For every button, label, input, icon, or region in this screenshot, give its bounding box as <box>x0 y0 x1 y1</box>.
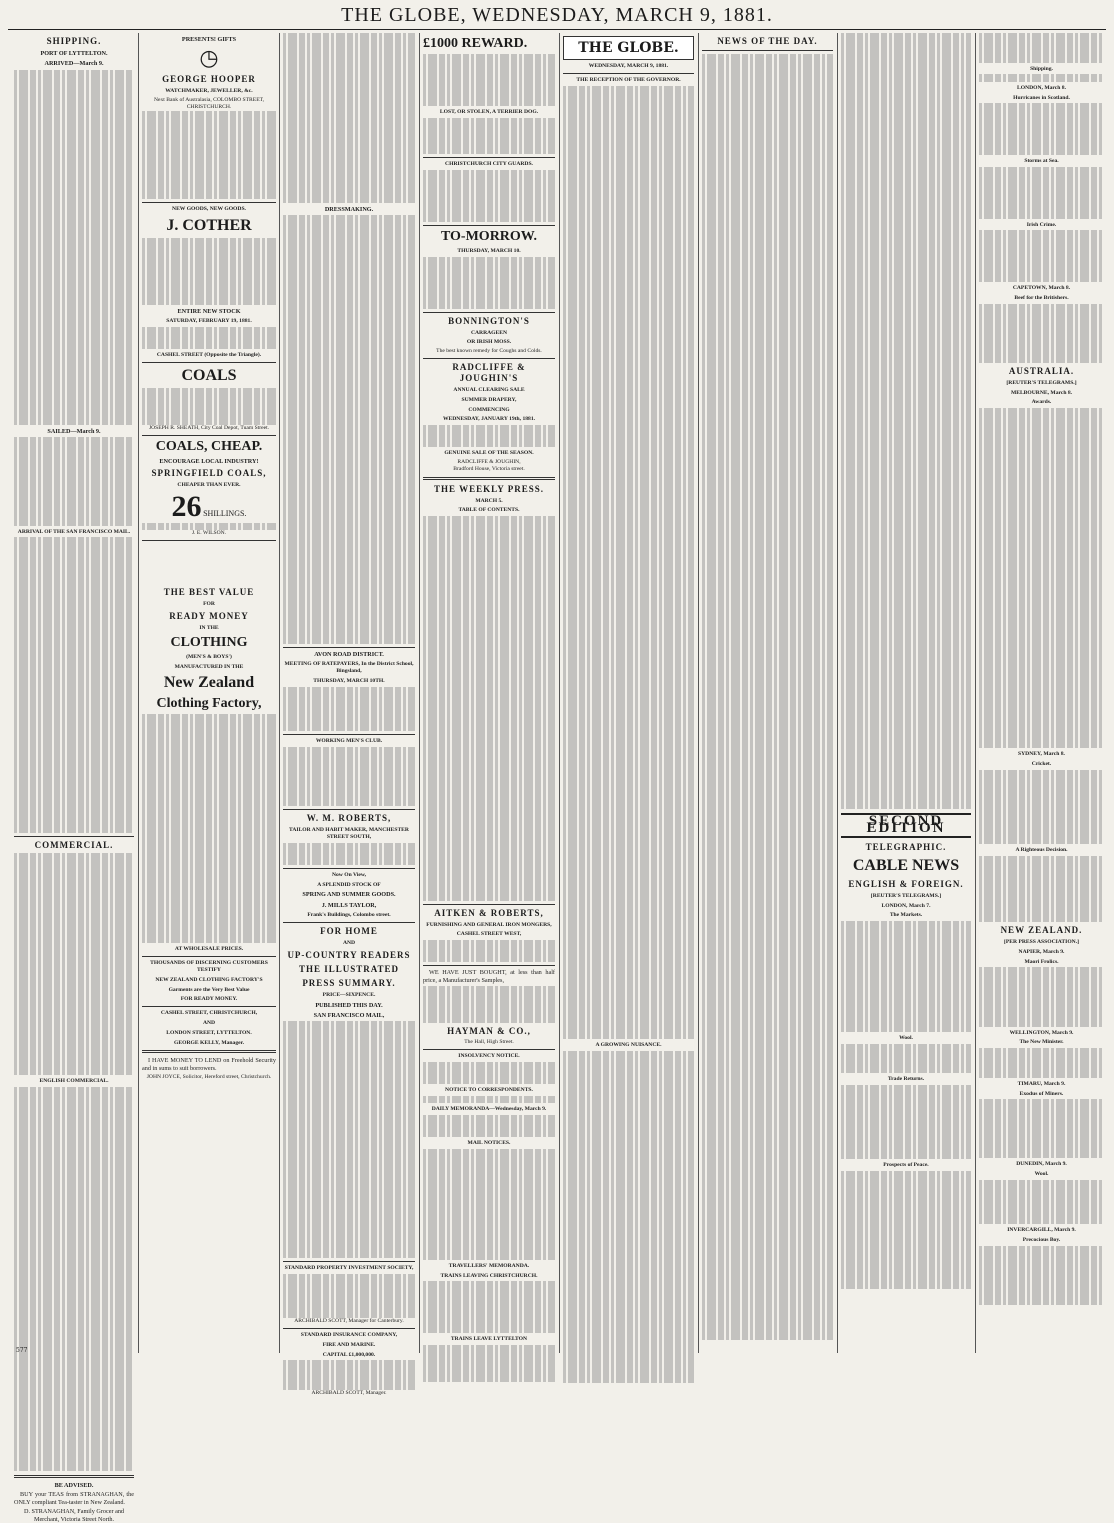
precocious-heading: Precocious Boy. <box>1022 1237 1061 1244</box>
roberts-trade: TAILOR AND HABIT MAKER, MANCHESTER STREET SOUTH, <box>289 827 409 840</box>
presents-heading: PRESENTS! GIFTS <box>181 36 237 43</box>
boers-heading: Beef for the Britishers. <box>1014 294 1069 301</box>
cother-text-2 <box>142 327 276 349</box>
hooper-text <box>142 111 276 200</box>
reward-heading: £1000 REWARD. <box>423 36 528 51</box>
column-rule <box>837 33 838 1353</box>
hurricanes-text <box>979 103 1104 155</box>
column-6 <box>702 33 833 1353</box>
manufactured-heading: MANUFACTURED IN THE <box>174 663 244 670</box>
column-4 <box>423 33 555 1353</box>
cother-address: CASHEL STREET (Opposite the Triangle). <box>156 352 262 359</box>
hooper-name: GEORGE HOOPER <box>162 74 256 85</box>
column-3 <box>283 33 415 1396</box>
london-dateline: LONDON, March 7. <box>881 902 931 909</box>
be-advised-body: BUY your TEAS from STRANAGHAN, the ONLY compliant Tea-taster in New Zealand. <box>14 1491 134 1506</box>
bonnington-heading: BONNINGTON'S <box>448 315 530 326</box>
radcliffe-address: Bradford House, Victoria street. <box>453 465 525 472</box>
hayman-address: The Hall, High Street. <box>464 1039 514 1046</box>
trains-lyttelton-heading: TRAINS LEAVE LYTTELTON <box>450 1336 528 1343</box>
coals-heading: COALS <box>181 366 237 384</box>
coal-price-unit: SHILLINGS. <box>203 508 247 518</box>
markets-text <box>841 921 971 1032</box>
hooper-address: Next Bank of Australasia, COLOMBO STREET, CHRISTCHURCH. <box>153 97 265 110</box>
best-value-heading: THE BEST VALUE <box>163 587 255 598</box>
globe-title: THE GLOBE. <box>563 36 694 60</box>
shipping-sub-heading: Shipping. <box>1030 65 1053 72</box>
new-zealand-heading-8: NEW ZEALAND. <box>1000 925 1083 936</box>
cother-name: J. COTHER <box>166 217 252 235</box>
hooper-trade: WATCHMAKER, JEWELLER, &c. <box>165 88 253 95</box>
contents-list <box>423 516 555 900</box>
cable-news-heading: CABLE NEWS <box>852 856 960 874</box>
column-rule <box>698 33 699 1353</box>
column-5 <box>563 33 694 1353</box>
news-article <box>702 54 833 1340</box>
kelly-manager: GEORGE KELLY, Manager. <box>174 1039 244 1046</box>
mail-notices-heading: MAIL NOTICES. <box>467 1140 511 1147</box>
commencing-heading: COMMENCING <box>468 406 510 413</box>
exodus-text <box>979 1099 1104 1158</box>
column-rule <box>975 33 976 1353</box>
sf-mail-heading: SAN FRANCISCO MAIL, <box>313 1012 385 1020</box>
wool-heading: Wool. <box>899 1035 913 1042</box>
wanted-ads-2 <box>283 215 415 644</box>
coal-price-row <box>142 491 276 523</box>
page-footer-number: 577 <box>16 1347 28 1354</box>
encourage-heading: ENCOURAGE LOCAL INDUSTRY! <box>159 457 259 465</box>
bonnington-tagline: The best known remedy for Coughs and Colds. <box>436 348 542 355</box>
cother-stock: ENTIRE NEW STOCK <box>177 307 241 315</box>
avon-text <box>283 687 415 731</box>
just-bought-more <box>423 986 555 1023</box>
commercial-heading: COMMERCIAL. <box>34 840 114 851</box>
ready-money-heading: READY MONEY <box>169 610 249 621</box>
insurance-heading: STANDARD INSURANCE COMPANY, <box>300 1331 398 1338</box>
exodus-heading: Exodus of Miners. <box>1019 1090 1064 1097</box>
working-men-text <box>283 747 415 806</box>
column-rule <box>138 33 139 1353</box>
price-heading: PRICE—SIXPENCE. <box>322 991 376 998</box>
trade-text <box>841 1085 971 1159</box>
english-foreign-heading: ENGLISH & FOREIGN. <box>848 878 964 889</box>
irish-crime-heading: Irish Crime. <box>1026 221 1057 228</box>
avon-date: THURSDAY, MARCH 10TH. <box>313 678 385 685</box>
and-text: AND <box>202 1019 216 1026</box>
cashel-address: CASHEL STREET, CHRISTCHURCH, <box>160 1010 258 1017</box>
working-men-heading: WORKING MEN'S CLUB. <box>315 738 383 745</box>
invercargill-dateline: INVERCARGILL, March 9. <box>1007 1227 1076 1234</box>
awards-heading: Awards. <box>1031 399 1052 406</box>
for-home-heading: FOR HOME <box>320 926 378 937</box>
new-zealand-heading: New Zealand <box>163 674 255 692</box>
napier-dateline: NAPIER, March 9. <box>1018 948 1065 955</box>
shipping-text <box>14 70 134 425</box>
sailed-text <box>14 437 134 526</box>
tomorrow-date: THURSDAY, MARCH 10. <box>457 248 521 255</box>
annual-sale-heading: ANNUAL CLEARING SALE <box>453 386 525 393</box>
english-commercial-heading: ENGLISH COMMERCIAL. <box>39 1077 109 1084</box>
irish-crime-text <box>979 230 1104 282</box>
standard-manager: ARCHIBALD SCOTT, Manager for Canterbury. <box>294 1318 404 1325</box>
factory-heading: Clothing Factory, <box>156 696 262 712</box>
reuters-tag: [REUTER'S TELEGRAMS.] <box>870 892 942 899</box>
peace-heading: Prospects of Peace. <box>883 1162 929 1169</box>
dressmaking-heading: DRESSMAKING. <box>324 205 374 213</box>
coal-price: 26 <box>171 489 202 523</box>
timaru-dateline: TIMARU, March 9. <box>1017 1080 1066 1087</box>
thousands-heading: THOUSANDS OF DISCERNING CUSTOMERS TESTIFY <box>150 960 268 973</box>
nuisance-heading: A GROWING NUISANCE. <box>595 1041 662 1048</box>
cricket-text <box>979 770 1104 844</box>
weekly-press-date: MARCH 5. <box>475 497 503 504</box>
london-address: LONDON STREET, LYTTELTON. <box>166 1029 252 1036</box>
cheaper-heading: CHEAPER THAN EVER. <box>177 482 241 489</box>
capetown-dateline: CAPETOWN, March 8. <box>1012 285 1071 292</box>
column-rule <box>279 33 280 1353</box>
coals-cheap-heading: COALS, CHEAP. <box>155 438 263 454</box>
upcountry-heading: UP-COUNTRY READERS <box>287 949 411 960</box>
wholesale-heading: AT WHOLESALE PRICES. <box>174 946 244 953</box>
reward-text <box>423 54 555 106</box>
roberts-text <box>283 843 415 865</box>
minister-text <box>979 1048 1104 1078</box>
trains-heading: TRAINS LEAVING CHRISTCHURCH. <box>440 1272 538 1279</box>
peace-continued <box>979 33 1104 63</box>
column-rule <box>559 33 560 1353</box>
garments-heading: Garments are the Very Best Value <box>168 986 250 993</box>
wilson-signature: J. E. WILSON. <box>191 530 227 537</box>
port-heading: PORT OF LYTTELTON. <box>40 50 108 57</box>
in-the-heading: IN THE <box>199 624 219 631</box>
tomorrow-heading: TO-MORROW. <box>440 229 538 245</box>
radcliffe-signature: RADCLIFFE & JOUGHIN, <box>457 459 521 466</box>
carrageen-heading: CARRAGEEN <box>470 329 508 336</box>
shipping-sub-text <box>979 74 1104 81</box>
column-2 <box>142 33 276 1353</box>
maori-heading: Maori Frolics. <box>1024 958 1059 965</box>
wool-heading-8: Wool. <box>1034 1171 1049 1178</box>
news-continued <box>841 33 971 809</box>
sailed-heading: SAILED—March 9. <box>47 427 101 435</box>
wanted-ads <box>283 33 415 203</box>
memoranda-text <box>423 1115 555 1137</box>
precocious-text <box>979 1246 1104 1305</box>
masthead-title: THE GLOBE, WEDNESDAY, MARCH 9, 1881. <box>341 4 773 26</box>
masthead-rule <box>8 29 1106 30</box>
city-guards-heading: CHRISTCHURCH CITY GUARDS. <box>445 161 533 168</box>
ready-money-footer: FOR READY MONEY. <box>180 996 238 1003</box>
insolvency-heading: INSOLVENCY NOTICE. <box>458 1052 520 1059</box>
fire-marine: FIRE AND MARINE. <box>322 1341 376 1348</box>
coals-cheap-text <box>142 523 276 530</box>
peace-text <box>841 1171 971 1289</box>
commercial-text <box>14 853 134 1075</box>
trade-heading: Trade Returns. <box>887 1076 925 1083</box>
clothing-text <box>142 714 276 943</box>
mens-boys: (MEN'S & BOYS') <box>186 653 232 660</box>
wellington-dateline: WELLINGTON, March 9. <box>1009 1029 1074 1036</box>
wool-text-8 <box>979 1180 1104 1224</box>
taylor-address: Frank's Buildings, Colombo street. <box>307 912 391 919</box>
radcliffe-text <box>423 425 555 447</box>
avon-meeting: MEETING OF RATEPAYERS, In the District School, Bingsland, <box>284 661 414 675</box>
insurance-manager: ARCHIBALD SCOTT, Manager. <box>311 1389 387 1396</box>
published-heading: PUBLISHED THIS DAY. <box>315 1001 383 1009</box>
travellers-heading: TRAVELLERS' MEMORANDA. <box>448 1262 530 1269</box>
genuine-sale: GENUINE SALE OF THE SEASON. <box>444 450 534 457</box>
standard-society-heading: STANDARD PROPERTY INVESTMENT SOCIETY, <box>284 1264 414 1271</box>
be-advised-heading: BE ADVISED. <box>54 1481 94 1489</box>
splendid-stock: A SPLENDID STOCK OF <box>317 881 381 888</box>
spring-goods: SPRING AND SUMMER GOODS. <box>302 891 396 899</box>
righteous-heading: A Righteous Decision. <box>1015 846 1068 853</box>
hayman-heading: HAYMAN & CO., <box>447 1026 531 1037</box>
second-edition-heading: SECOND EDITION <box>841 813 971 838</box>
globe-date: WEDNESDAY, MARCH 9, 1881. <box>588 63 669 69</box>
reception-article <box>563 86 694 1039</box>
aitken-text <box>423 940 555 962</box>
maori-text <box>979 967 1104 1026</box>
reuters-tag-8: [REUTER'S TELEGRAMS.] <box>1006 379 1077 386</box>
storms-heading: Storms at Sea. <box>1024 158 1059 165</box>
insurance-text <box>283 1360 415 1390</box>
news-heading: NEWS OF THE DAY. <box>717 36 818 46</box>
column-7 <box>841 33 971 1353</box>
arrived-heading: ARRIVED—March 9. <box>44 60 104 68</box>
irish-moss-heading: OR IRISH MOSS. <box>466 339 512 346</box>
storms-text <box>979 167 1104 219</box>
column-rule <box>419 33 420 1353</box>
springfield-heading: SPRINGFIELD COALS, <box>151 468 267 479</box>
avon-heading: AVON ROAD DISTRICT. <box>314 651 384 659</box>
watch-icon: ◷ <box>199 45 219 71</box>
sydney-dateline: SYDNEY, March 8. <box>1018 751 1065 758</box>
radcliffe-heading: RADCLIFFE & JOUGHIN'S <box>452 361 526 383</box>
now-on-view: Now On View, <box>331 871 367 878</box>
be-advised-signature: D. STRANAGHAN, Family Grocer and Merchant, Victoria Street North. <box>23 1508 125 1523</box>
insolvency-text <box>423 1062 555 1084</box>
shipping-heading: SHIPPING. <box>46 36 102 46</box>
correspondents-heading: NOTICE TO CORRESPONDENTS. <box>445 1086 533 1093</box>
coals-text <box>142 388 276 425</box>
joyce-signature: JOHN JOYCE, Solicitor, Hereford street, Christchurch. <box>146 1074 272 1081</box>
summer-drapery-heading: SUMMER DRAPERY, <box>461 396 517 403</box>
trains-text <box>423 1281 555 1333</box>
aitken-heading: AITKEN & ROBERTS, <box>434 907 544 918</box>
memoranda-heading: DAILY MEMORANDA—Wednesday, March 9. <box>431 1106 547 1113</box>
press-association-tag: [PER PRESS ASSOCIATION.] <box>1004 939 1079 946</box>
australia-heading: AUSTRALIA. <box>1008 365 1075 376</box>
london-dateline-8: LONDON, March 8. <box>1017 84 1066 91</box>
mail-notices-text <box>423 1149 555 1260</box>
column-8 <box>979 33 1104 1353</box>
aitken-trade: FURNISHING AND GENERAL IRON MONGERS, <box>426 921 552 928</box>
cricket-heading: Cricket. <box>1031 761 1052 768</box>
standard-society-text <box>283 1274 415 1318</box>
trains-lyttelton-text <box>423 1345 555 1382</box>
press-summary-text <box>283 1021 415 1258</box>
insurance-capital: CAPITAL £1,000,000. <box>322 1351 376 1358</box>
cother-date: SATURDAY, FEBRUARY 19, 1881. <box>166 318 252 325</box>
sale-date: WEDNESDAY, JANUARY 19th, 1881. <box>442 416 536 423</box>
telegraphic-heading: TELEGRAPHIC. <box>865 841 947 852</box>
coals-merchant: JOSEPH R. SHEATH, City Coal Depot, Tuam Street. <box>148 424 270 431</box>
tomorrow-text <box>423 257 555 309</box>
contents-heading: TABLE OF CONTENTS. <box>458 507 520 514</box>
city-guards-text <box>423 170 555 222</box>
illustrated-heading: THE ILLUSTRATED <box>298 963 400 974</box>
lend-notice: I HAVE MONEY TO LEND on Freehold Security and in sums to suit borrowers. <box>142 1057 276 1072</box>
and-heading: AND <box>342 940 356 947</box>
dunedin-dateline: DUNEDIN, March 9. <box>1016 1161 1067 1168</box>
page-masthead <box>0 0 1114 30</box>
wool-text <box>841 1044 971 1074</box>
aitken-address: CASHEL STREET WEST, <box>456 931 522 938</box>
roberts-name: W. M. ROBERTS, <box>306 813 392 824</box>
cother-text <box>142 238 276 305</box>
correspondents-text <box>423 1096 555 1103</box>
press-summary-heading: PRESS SUMMARY. <box>302 977 396 988</box>
english-commercial-text <box>14 1087 134 1471</box>
nzcf-heading: NEW ZEALAND CLOTHING FACTORY'S <box>155 976 263 983</box>
awards-text <box>979 408 1104 748</box>
hurricanes-heading: Hurricanes in Scotland. <box>1013 94 1070 101</box>
clothing-heading: CLOTHING <box>170 634 248 650</box>
just-bought-text: WE HAVE JUST BOUGHT, at less than half price, a Manufacturer's Samples, <box>423 969 555 984</box>
for-heading: FOR <box>203 601 215 608</box>
lost-heading: LOST, OR STOLEN, A TERRIER DOG. <box>439 108 539 115</box>
nuisance-article <box>563 1051 694 1384</box>
lost-text <box>423 118 555 155</box>
melbourne-dateline: MELBOURNE, March 8. <box>1010 389 1073 396</box>
column-1 <box>14 33 134 1523</box>
reception-heading: THE RECEPTION OF THE GOVERNOR. <box>576 76 681 83</box>
boers-text <box>979 304 1104 363</box>
new-goods-heading: NEW GOODS, NEW GOODS. <box>172 206 246 213</box>
minister-heading: The New Minister. <box>1019 1039 1064 1046</box>
markets-heading: The Markets. <box>889 912 923 919</box>
mail-arrival-text <box>14 537 134 833</box>
mail-arrival-heading: ARRIVAL OF THE SAN FRANCISCO MAIL. <box>17 528 131 535</box>
weekly-press-heading: THE WEEKLY PRESS. <box>434 483 544 494</box>
righteous-text <box>979 856 1104 923</box>
taylor-name: J. MILLS TAYLOR, <box>321 901 377 909</box>
